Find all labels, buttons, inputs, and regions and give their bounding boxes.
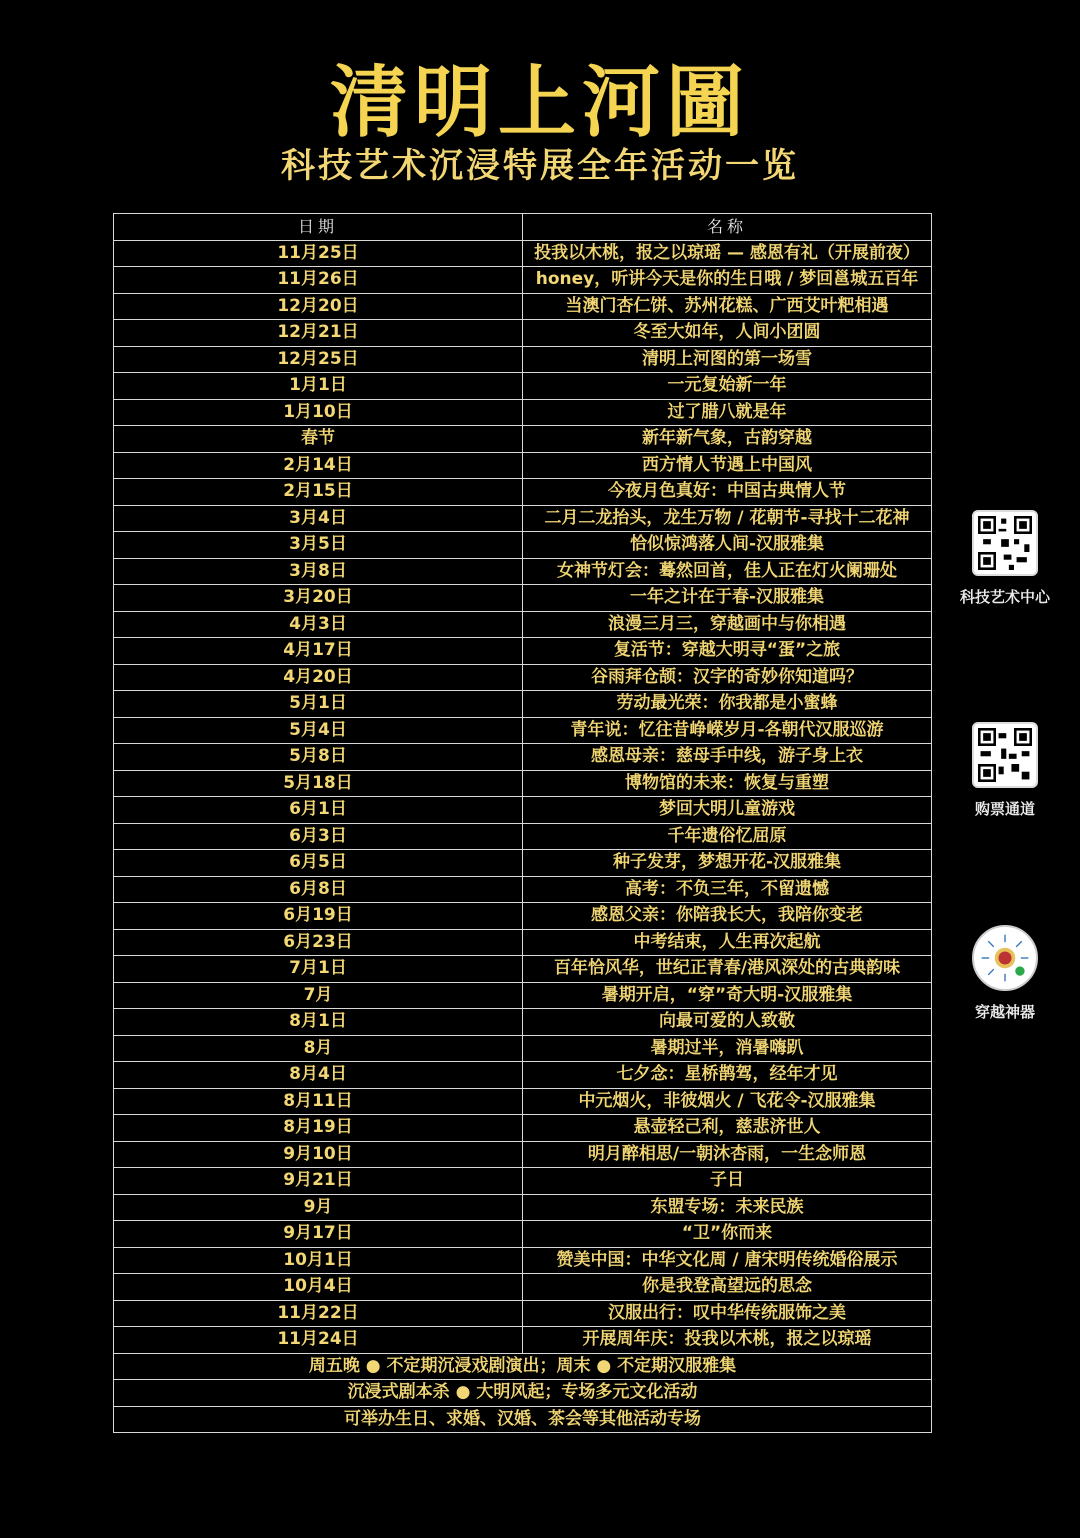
table-row — [114, 1300, 932, 1327]
table-row — [114, 982, 932, 1009]
page-subtitle: 科技艺术沉浸特展全年活动一览 — [281, 146, 799, 186]
table-row — [114, 691, 932, 718]
row-activity-name: 感恩父亲：你陪我长大，我陪你变老 — [523, 903, 932, 930]
row-date: 8月19日 — [114, 1115, 523, 1142]
table-row — [114, 664, 932, 691]
row-activity-name: 向最可爱的人致敬 — [523, 1009, 932, 1036]
row-activity-name: 新年新气象，古韵穿越 — [523, 426, 932, 453]
row-activity-name: 东盟专场：未来民族 — [523, 1194, 932, 1221]
row-activity-name: 西方情人节遇上中国风 — [523, 452, 932, 479]
row-date: 9月17日 — [114, 1221, 523, 1248]
row-date: 6月8日 — [114, 876, 523, 903]
row-activity-name: 过了腊八就是年 — [523, 399, 932, 426]
table-row — [114, 373, 932, 400]
row-date: 5月18日 — [114, 770, 523, 797]
table-row — [114, 320, 932, 347]
table-row — [114, 823, 932, 850]
row-date: 2月14日 — [114, 452, 523, 479]
row-activity-name: 复活节：穿越大明寻“蛋”之旅 — [523, 638, 932, 665]
table-row — [114, 1274, 932, 1301]
row-date: 12月20日 — [114, 293, 523, 320]
row-activity-name: 女神节灯会：蓦然回首，佳人正在灯火阑珊处 — [523, 558, 932, 585]
side-item-time-travel[interactable] — [935, 925, 1075, 1022]
row-date: 4月17日 — [114, 638, 523, 665]
qr-code-icon[interactable] — [972, 722, 1038, 788]
row-activity-name: 梦回大明儿童游戏 — [523, 797, 932, 824]
table-row — [114, 267, 932, 294]
row-date: 8月1日 — [114, 1009, 523, 1036]
row-date: 9月10日 — [114, 1141, 523, 1168]
table-row — [114, 532, 932, 559]
row-activity-name: 恰似惊鸿落人间-汉服雅集 — [523, 532, 932, 559]
row-activity-name: 中考结束，人生再次起航 — [523, 929, 932, 956]
row-activity-name: 百年恰风华，世纪正青春/港风深处的古典韵味 — [523, 956, 932, 983]
row-activity-name: 今夜月色真好：中国古典情人节 — [523, 479, 932, 506]
row-date: 11月25日 — [114, 240, 523, 267]
column-header-name: 名称 — [523, 214, 932, 241]
table-footer-row — [114, 1406, 932, 1433]
table-row — [114, 1062, 932, 1089]
row-activity-name: 暑期开启，“穿”奇大明-汉服雅集 — [523, 982, 932, 1009]
row-activity-name: 浪漫三月三，穿越画中与你相遇 — [523, 611, 932, 638]
table-row — [114, 1327, 932, 1354]
table-row — [114, 1088, 932, 1115]
table-row — [114, 797, 932, 824]
row-date: 8月11日 — [114, 1088, 523, 1115]
table-footer-row — [114, 1380, 932, 1407]
table-row — [114, 452, 932, 479]
row-date: 9月21日 — [114, 1168, 523, 1195]
table-row — [114, 770, 932, 797]
page-title: 清明上河圖 — [329, 57, 750, 148]
row-date: 4月3日 — [114, 611, 523, 638]
row-date: 11月22日 — [114, 1300, 523, 1327]
table-row — [114, 611, 932, 638]
row-activity-name: 冬至大如年，人间小团圆 — [523, 320, 932, 347]
row-date: 11月26日 — [114, 267, 523, 294]
footer-note: 周五晚 ● 不定期沉浸戏剧演出；周末 ● 不定期汉服雅集 — [114, 1353, 932, 1380]
row-date: 8月 — [114, 1035, 523, 1062]
row-activity-name: 你是我登高望远的思念 — [523, 1274, 932, 1301]
side-label: 购票通道 — [974, 800, 1035, 818]
row-activity-name: 汉服出行：叹中华传统服饰之美 — [523, 1300, 932, 1327]
table-body — [114, 240, 932, 1433]
side-label: 穿越神器 — [974, 1003, 1035, 1021]
table-row — [114, 850, 932, 877]
row-activity-name: 悬壶轻己利，慈悲济世人 — [523, 1115, 932, 1142]
row-date: 6月5日 — [114, 850, 523, 877]
row-date: 1月1日 — [114, 373, 523, 400]
column-header-date: 日期 — [114, 214, 523, 241]
row-activity-name: 赞美中国：中华文化周 / 唐宋明传统婚俗展示 — [523, 1247, 932, 1274]
table-row — [114, 929, 932, 956]
row-date: 7月 — [114, 982, 523, 1009]
table-row — [114, 240, 932, 267]
row-activity-name: 一元复始新一年 — [523, 373, 932, 400]
row-date: 6月3日 — [114, 823, 523, 850]
side-label: 科技艺术中心 — [959, 588, 1050, 606]
table-row — [114, 1035, 932, 1062]
table-row — [114, 558, 932, 585]
table-row — [114, 1194, 932, 1221]
row-date: 春节 — [114, 426, 523, 453]
row-date: 12月25日 — [114, 346, 523, 373]
row-date: 1月10日 — [114, 399, 523, 426]
footer-note: 可举办生日、求婚、汉婚、茶会等其他活动专场 — [114, 1406, 932, 1433]
activity-table — [113, 213, 932, 1433]
row-date: 3月4日 — [114, 505, 523, 532]
table-row — [114, 1141, 932, 1168]
table-row — [114, 903, 932, 930]
row-date: 6月19日 — [114, 903, 523, 930]
row-date: 4月20日 — [114, 664, 523, 691]
row-activity-name: 暑期过半，消暑嗨趴 — [523, 1035, 932, 1062]
row-date: 7月1日 — [114, 956, 523, 983]
side-item-tech-art-center[interactable] — [935, 510, 1075, 607]
row-date: 10月1日 — [114, 1247, 523, 1274]
row-activity-name: 中元烟火，非彼烟火 / 飞花令-汉服雅集 — [523, 1088, 932, 1115]
table-row — [114, 1247, 932, 1274]
table-row — [114, 638, 932, 665]
row-activity-name: 子日 — [523, 1168, 932, 1195]
row-activity-name: 博物馆的未来：恢复与重塑 — [523, 770, 932, 797]
row-activity-name: 清明上河图的第一场雪 — [523, 346, 932, 373]
row-activity-name: 感恩母亲：慈母手中线，游子身上衣 — [523, 744, 932, 771]
table-row — [114, 876, 932, 903]
row-date: 3月5日 — [114, 532, 523, 559]
row-activity-name: 投我以木桃，报之以琼瑶 — 感恩有礼（开展前夜） — [523, 240, 932, 267]
mini-program-code-icon[interactable] — [972, 925, 1038, 991]
row-date: 12月21日 — [114, 320, 523, 347]
row-activity-name: 明月醉相思/一朝沐杏雨，一生念师恩 — [523, 1141, 932, 1168]
row-date: 5月4日 — [114, 717, 523, 744]
row-date: 6月1日 — [114, 797, 523, 824]
row-date: 3月8日 — [114, 558, 523, 585]
row-date: 6月23日 — [114, 929, 523, 956]
footer-note: 沉浸式剧本杀 ● 大明风起；专场多元文化活动 — [114, 1380, 932, 1407]
row-activity-name: honey，听讲今天是你的生日哦 / 梦回邕城五百年 — [523, 267, 932, 294]
table-row — [114, 1221, 932, 1248]
table-row — [114, 1168, 932, 1195]
row-date: 8月4日 — [114, 1062, 523, 1089]
row-activity-name: “卫”你而来 — [523, 1221, 932, 1248]
row-activity-name: 高考：不负三年，不留遗憾 — [523, 876, 932, 903]
table-row — [114, 426, 932, 453]
row-date: 9月 — [114, 1194, 523, 1221]
table-row — [114, 1115, 932, 1142]
row-date: 5月8日 — [114, 744, 523, 771]
row-activity-name: 劳动最光荣：你我都是小蜜蜂 — [523, 691, 932, 718]
table-row — [114, 717, 932, 744]
row-date: 2月15日 — [114, 479, 523, 506]
row-activity-name: 七夕念：星桥鹊驾，经年才见 — [523, 1062, 932, 1089]
table-row — [114, 346, 932, 373]
row-activity-name: 当澳门杏仁饼、苏州花糕、广西艾叶粑相遇 — [523, 293, 932, 320]
row-date: 5月1日 — [114, 691, 523, 718]
row-activity-name: 种子发芽，梦想开花-汉服雅集 — [523, 850, 932, 877]
table-row — [114, 293, 932, 320]
table-row — [114, 505, 932, 532]
row-activity-name: 开展周年庆：投我以木桃，报之以琼瑶 — [523, 1327, 932, 1354]
side-item-ticketing[interactable] — [935, 722, 1075, 819]
table-row — [114, 585, 932, 612]
row-activity-name: 千年遗俗忆屈原 — [523, 823, 932, 850]
table-row — [114, 956, 932, 983]
qr-code-icon[interactable] — [972, 510, 1038, 576]
row-activity-name: 青年说：忆往昔峥嵘岁月-各朝代汉服巡游 — [523, 717, 932, 744]
table-row — [114, 1009, 932, 1036]
row-date: 10月4日 — [114, 1274, 523, 1301]
row-activity-name: 一年之计在于春-汉服雅集 — [523, 585, 932, 612]
table-row — [114, 479, 932, 506]
row-activity-name: 二月二龙抬头，龙生万物 / 花朝节-寻找十二花神 — [523, 505, 932, 532]
table-header-row — [114, 214, 932, 241]
table-row — [114, 399, 932, 426]
row-activity-name: 谷雨拜仓颉：汉字的奇妙你知道吗？ — [523, 664, 932, 691]
table-footer-row — [114, 1353, 932, 1380]
row-date: 3月20日 — [114, 585, 523, 612]
row-date: 11月24日 — [114, 1327, 523, 1354]
table-row — [114, 744, 932, 771]
